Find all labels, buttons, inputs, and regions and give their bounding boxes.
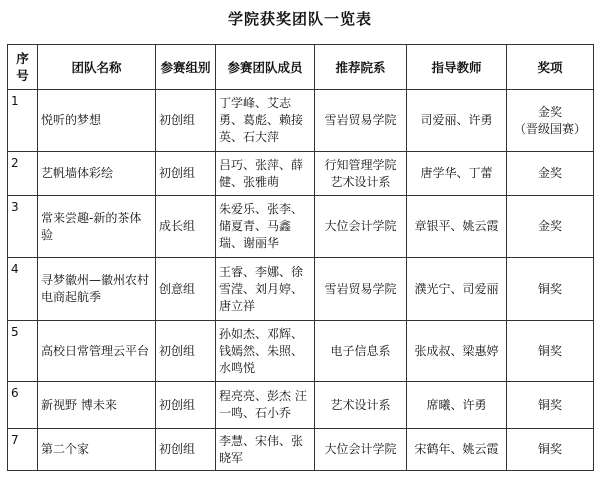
cell-award xyxy=(507,152,594,196)
table-row xyxy=(8,196,594,258)
header-award: 奖项 xyxy=(507,45,594,90)
cell-department: 大位会计学院 xyxy=(315,429,407,471)
header-team-name: 团队名称 xyxy=(38,45,156,90)
cell-members: 吕巧、张萍、薛健、张雅萌 xyxy=(216,152,315,196)
cell-advisor: 濮光宁、司爱丽 xyxy=(407,258,507,321)
table-row xyxy=(8,429,594,471)
cell-award xyxy=(507,196,594,258)
page-title: 学院获奖团队一览表 xyxy=(227,10,372,28)
cell-award xyxy=(507,382,594,429)
cell-no: 3 xyxy=(8,196,38,258)
cell-group: 成长组 xyxy=(156,196,216,258)
header-members: 参赛团队成员 xyxy=(216,45,315,90)
cell-no: 4 xyxy=(8,258,38,321)
header-row xyxy=(8,45,594,90)
cell-no: 7 xyxy=(8,429,38,471)
cell-department: 电子信息系 xyxy=(315,321,407,382)
cell-department: 行知管理学院 艺术设计系 xyxy=(315,152,407,196)
cell-department: 雪岩贸易学院 xyxy=(315,90,407,152)
cell-members: 程亮亮、彭杰 汪一鸣、石小乔 xyxy=(216,382,315,429)
cell-no: 2 xyxy=(8,152,38,196)
award-label: 金奖 xyxy=(537,219,562,233)
cell-advisor: 席曦、许勇 xyxy=(407,382,507,429)
cell-department: 雪岩贸易学院 xyxy=(315,258,407,321)
cell-group: 初创组 xyxy=(156,152,216,196)
cell-team-name: 第二个家 xyxy=(38,429,156,471)
cell-members: 李慧、宋伟、张晓军 xyxy=(216,429,315,471)
award-note: （晋级国赛） xyxy=(513,121,586,136)
table-row xyxy=(8,382,594,429)
award-label: 铜奖 xyxy=(537,343,562,358)
cell-team-name: 高校日常管理云平台 xyxy=(38,321,156,382)
cell-no: 5 xyxy=(8,321,38,382)
cell-team-name: 艺帆墙体彩绘 xyxy=(38,152,156,196)
cell-department: 艺术设计系 xyxy=(315,382,407,429)
table-row xyxy=(8,152,594,196)
cell-department: 大位会计学院 xyxy=(315,196,407,258)
cell-members: 丁学峰、艾志勇、葛彪、赖接英、石大萍 xyxy=(216,90,315,152)
header-no: 序号 xyxy=(8,45,38,90)
table-row xyxy=(8,321,594,382)
cell-team-name: 新视野 博未来 xyxy=(38,382,156,429)
cell-advisor: 宋鹤年、姚云霞 xyxy=(407,429,507,471)
cell-members: 朱爱乐、张李、储夏青、马鑫瑞、谢丽华 xyxy=(216,196,315,258)
cell-award xyxy=(507,321,594,382)
award-label: 金奖 xyxy=(537,166,562,180)
cell-advisor: 张成叔、梁惠婷 xyxy=(407,321,507,382)
award-label: 铜奖 xyxy=(537,281,562,296)
cell-group: 初创组 xyxy=(156,321,216,382)
table-row xyxy=(8,90,594,152)
cell-members: 孙如杰、邓辉、钱嫣然、朱照、水鸣悦 xyxy=(216,321,315,382)
header-group: 参赛组别 xyxy=(156,45,216,90)
cell-group: 初创组 xyxy=(156,382,216,429)
cell-award xyxy=(507,429,594,471)
cell-award xyxy=(507,90,594,152)
cell-advisor: 章银平、姚云霞 xyxy=(407,196,507,258)
cell-advisor: 唐学华、丁蕾 xyxy=(407,152,507,196)
award-table xyxy=(7,44,594,471)
header-department: 推荐院系 xyxy=(315,45,407,90)
cell-group: 初创组 xyxy=(156,90,216,152)
header-advisor: 指导教师 xyxy=(407,45,507,90)
cell-team-name: 寻梦徽州—徽州农村电商起航季 xyxy=(38,258,156,321)
cell-members: 王睿、李娜、徐雪滢、刘月婷、唐立祥 xyxy=(216,258,315,321)
cell-advisor: 司爱丽、许勇 xyxy=(407,90,507,152)
cell-team-name: 常来尝趣-新的茶体验 xyxy=(38,196,156,258)
award-label: 铜奖 xyxy=(537,397,562,412)
cell-no: 1 xyxy=(8,90,38,152)
table-row xyxy=(8,258,594,321)
cell-award xyxy=(507,258,594,321)
cell-team-name: 悦听的梦想 xyxy=(38,90,156,152)
cell-group: 初创组 xyxy=(156,429,216,471)
cell-no: 6 xyxy=(8,382,38,429)
award-label: 金奖 xyxy=(537,104,562,119)
cell-group: 创意组 xyxy=(156,258,216,321)
award-label: 铜奖 xyxy=(537,442,562,456)
